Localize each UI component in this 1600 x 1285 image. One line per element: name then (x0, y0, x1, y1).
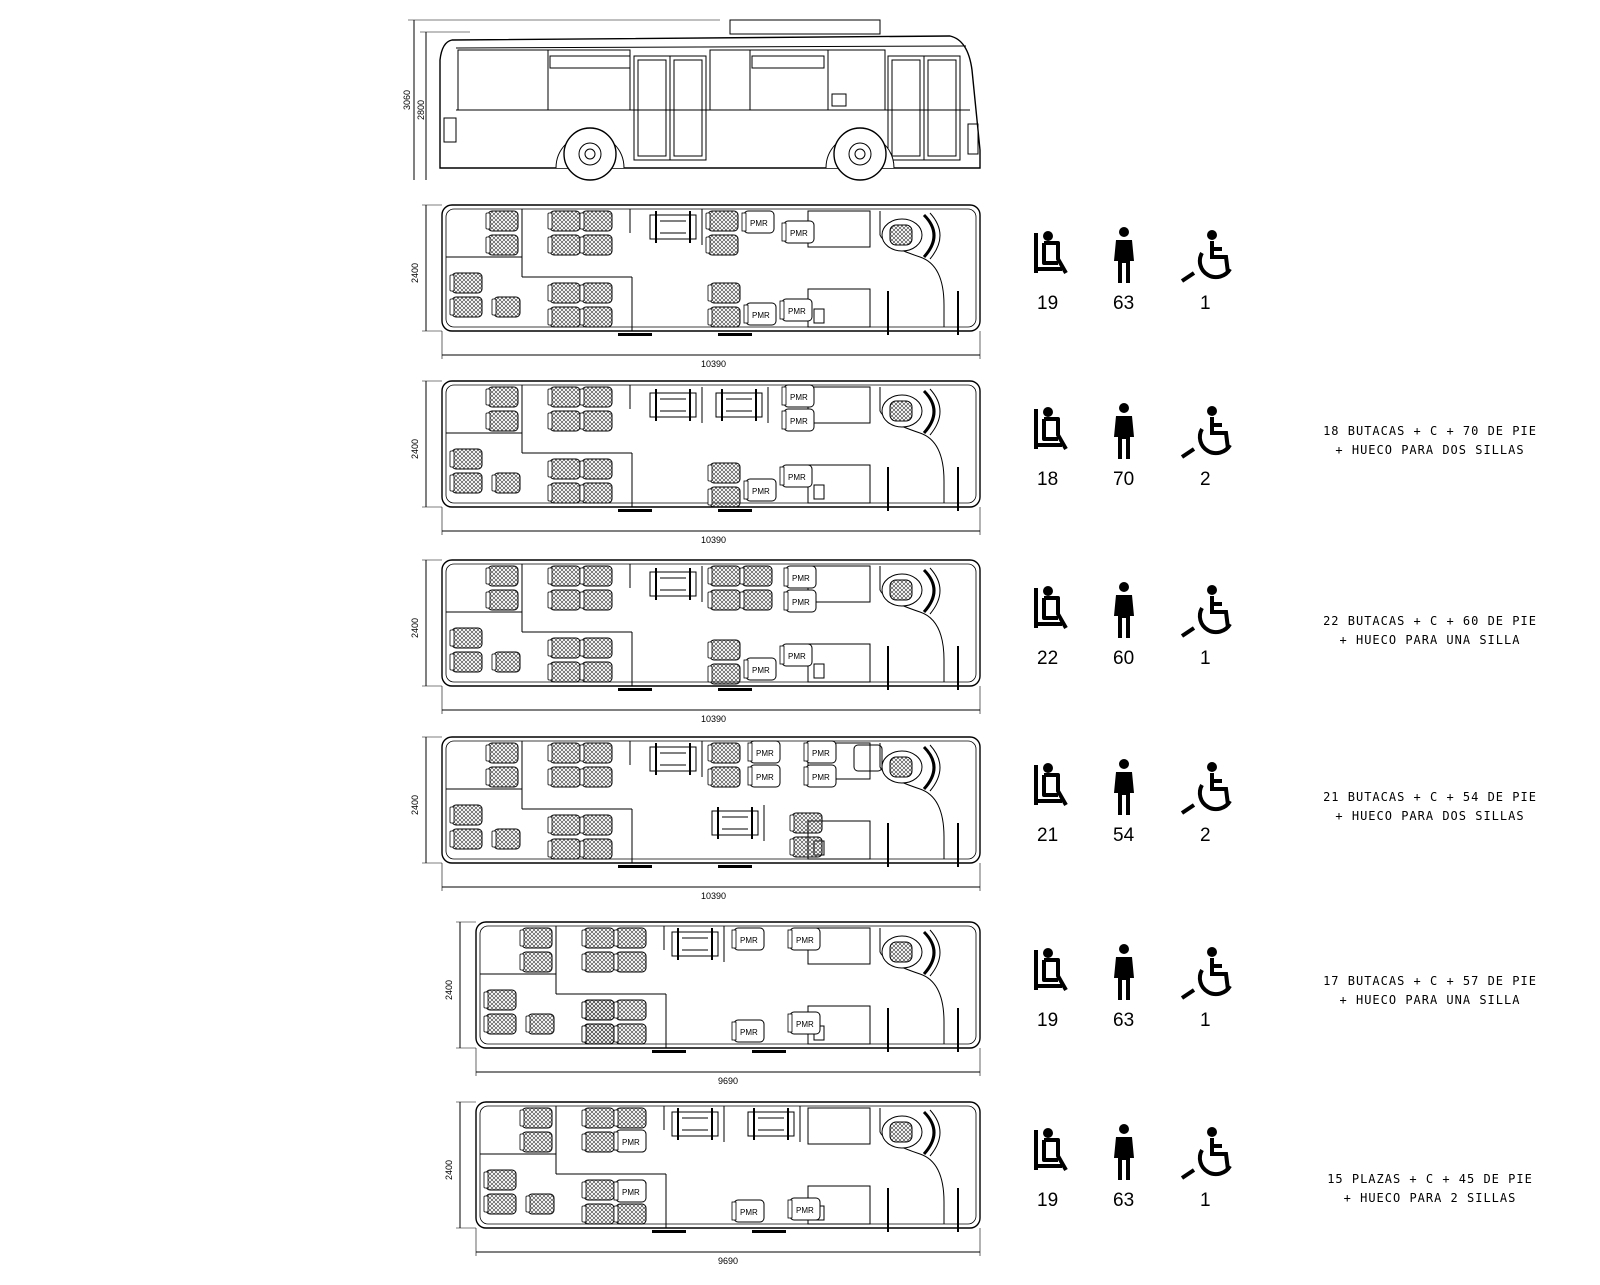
seated-count: 19 (1037, 1010, 1059, 1031)
seat (580, 662, 612, 682)
seat (492, 652, 520, 672)
side-elevation (402, 20, 980, 180)
front-locker (808, 211, 870, 247)
middle-door-marker (718, 509, 752, 512)
pmr-label: PMR (622, 1138, 640, 1147)
seat (548, 235, 580, 255)
layout-description (1300, 972, 1560, 1010)
seat (708, 767, 740, 787)
side-window (750, 50, 828, 110)
dim-width: 2400 (410, 262, 420, 283)
seat (580, 411, 612, 431)
seat (486, 566, 518, 586)
wheelchair-space (716, 387, 768, 423)
seat (450, 449, 482, 469)
pmr-seat (780, 299, 812, 321)
seat (548, 283, 580, 303)
dim-height-total: 3060 (402, 89, 412, 110)
seated-passenger-icon (1036, 231, 1066, 273)
rear-door-marker (652, 1230, 686, 1233)
pmr-label: PMR (752, 487, 770, 496)
seated-count: 22 (1037, 648, 1059, 669)
layout-description-line-2: + HUECO PARA DOS SILLAS (1335, 443, 1525, 457)
pmr-label: PMR (790, 393, 808, 402)
wheelchair-count: 1 (1200, 648, 1211, 669)
standing-count: 54 (1113, 825, 1135, 846)
seat (520, 928, 552, 948)
seated-count: 18 (1037, 469, 1059, 490)
driver-cab (882, 568, 940, 614)
seat (708, 566, 740, 586)
seat (580, 211, 612, 231)
seat (548, 638, 580, 658)
layout-description-line-1: 18 BUTACAS + C + 70 DE PIE (1323, 424, 1537, 438)
pmr-seat (748, 765, 780, 787)
seated-count: 19 (1037, 293, 1059, 314)
pmr-seat (742, 211, 774, 233)
seat (614, 1108, 646, 1128)
seat (580, 566, 612, 586)
rear-door-marker (618, 688, 652, 691)
seat (708, 664, 740, 684)
standing-count: 63 (1113, 293, 1135, 314)
layout-description-line-1: 15 PLAZAS + C + 45 DE PIE (1327, 1172, 1533, 1186)
pmr-seat (788, 1012, 820, 1034)
layout-description-line-2: + HUECO PARA 2 SILLAS (1343, 1191, 1517, 1205)
seat (582, 928, 614, 948)
pmr-seat (804, 765, 836, 787)
wheelchair-space (650, 387, 702, 423)
wheelchair-space (712, 805, 764, 841)
seat (582, 1000, 614, 1020)
standing-count: 60 (1113, 648, 1135, 669)
layout-description-line-1: 21 BUTACAS + C + 54 DE PIE (1323, 790, 1537, 804)
driver-cab (882, 389, 940, 435)
seat (492, 473, 520, 493)
seat (708, 307, 740, 327)
middle-door-marker (718, 688, 752, 691)
seat (708, 463, 740, 483)
rear-door-marker (618, 333, 652, 336)
seated-passenger-icon (1036, 948, 1066, 990)
pmr-seat (744, 479, 776, 501)
seat (450, 473, 482, 493)
pmr-seat (732, 1020, 764, 1042)
seat (548, 387, 580, 407)
dim-length: 9690 (718, 1256, 739, 1266)
seat (706, 211, 738, 231)
wheelchair-count: 2 (1200, 469, 1211, 490)
wheelchair-icon (1182, 585, 1230, 636)
floor-plan (444, 1102, 980, 1266)
seat (548, 767, 580, 787)
seat (708, 590, 740, 610)
rear-door-marker (652, 1050, 686, 1053)
dim-height-body: 2800 (416, 99, 426, 120)
seat (582, 1204, 614, 1224)
seat (450, 652, 482, 672)
wheel (556, 128, 624, 180)
seat (520, 1108, 552, 1128)
seat (582, 1108, 614, 1128)
seat (790, 813, 822, 833)
seat (486, 411, 518, 431)
wheelchair-icon (1182, 230, 1230, 281)
seat (580, 235, 612, 255)
seat (526, 1014, 554, 1034)
pmr-seat (744, 303, 776, 325)
seat (486, 387, 518, 407)
seat (548, 743, 580, 763)
driver-cab (882, 745, 940, 791)
seat (450, 297, 482, 317)
front-locker (808, 465, 870, 503)
pmr-label: PMR (790, 229, 808, 238)
seat (520, 952, 552, 972)
seated-passenger-icon (1036, 763, 1066, 805)
seat (614, 1024, 646, 1044)
front-locker (808, 1108, 870, 1144)
pmr-label: PMR (788, 652, 806, 661)
seat (708, 283, 740, 303)
seat (450, 273, 482, 293)
seat (548, 590, 580, 610)
dim-width: 2400 (410, 438, 420, 459)
layout-description-line-1: 17 BUTACAS + C + 57 DE PIE (1323, 974, 1537, 988)
seated-count: 19 (1037, 1190, 1059, 1211)
standing-passenger-icon (1114, 944, 1134, 1000)
floor-plan (410, 381, 980, 545)
seat (486, 235, 518, 255)
seat (708, 487, 740, 507)
dim-length: 10390 (701, 359, 727, 369)
side-window (458, 50, 548, 110)
seated-passenger-icon (1036, 586, 1066, 628)
pmr-seat (780, 644, 812, 666)
pmr-label: PMR (796, 936, 814, 945)
pmr-seat (784, 590, 816, 612)
seat (548, 566, 580, 586)
layout-description-line-2: + HUECO PARA DOS SILLAS (1335, 809, 1525, 823)
dim-length: 10390 (701, 714, 727, 724)
pmr-seat (788, 1198, 820, 1220)
seat (484, 1194, 516, 1214)
seat (548, 459, 580, 479)
pmr-label: PMR (788, 473, 806, 482)
pmr-label: PMR (622, 1188, 640, 1197)
seat (740, 590, 772, 610)
layout-description (1300, 422, 1560, 460)
wheelchair-space (672, 1106, 724, 1142)
seat (450, 829, 482, 849)
wheelchair-icon (1182, 406, 1230, 457)
wheelchair-space (672, 926, 724, 962)
rear-door-marker (618, 509, 652, 512)
pmr-label: PMR (790, 417, 808, 426)
pmr-label: PMR (740, 936, 758, 945)
seated-passenger-icon (1036, 1128, 1066, 1170)
wheelchair-space (650, 741, 702, 777)
front-locker (808, 566, 870, 602)
seat (580, 483, 612, 503)
pmr-label: PMR (812, 773, 830, 782)
seat (548, 307, 580, 327)
pmr-label: PMR (756, 773, 774, 782)
driver-cab (882, 213, 940, 259)
pmr-seat (782, 221, 814, 243)
floor-plan (444, 922, 980, 1086)
seat (580, 638, 612, 658)
capacity-icons (1036, 582, 1230, 669)
layout-description-line-1: 22 BUTACAS + C + 60 DE PIE (1323, 614, 1537, 628)
pmr-seat (780, 465, 812, 487)
pmr-label: PMR (740, 1208, 758, 1217)
dim-width: 2400 (444, 1159, 454, 1180)
pmr-label: PMR (740, 1028, 758, 1037)
capacity-icons (1036, 1124, 1230, 1211)
seat (708, 743, 740, 763)
seat (580, 387, 612, 407)
pmr-seat (782, 385, 814, 407)
layout-description-line-2: + HUECO PARA UNA SILLA (1339, 633, 1521, 647)
seat (548, 815, 580, 835)
seat (484, 990, 516, 1010)
dim-length: 10390 (701, 535, 727, 545)
pmr-seat (614, 1130, 646, 1152)
middle-door-marker (752, 1050, 786, 1053)
seat (492, 829, 520, 849)
pmr-seat (748, 741, 780, 763)
standing-passenger-icon (1114, 227, 1134, 283)
seat (548, 839, 580, 859)
wheelchair-count: 1 (1200, 1190, 1211, 1211)
pmr-label: PMR (750, 219, 768, 228)
seated-passenger-icon (1036, 407, 1066, 449)
seat (580, 839, 612, 859)
side-window (828, 50, 885, 110)
dim-width: 2400 (444, 979, 454, 1000)
layout-description-line-2: + HUECO PARA UNA SILLA (1339, 993, 1521, 1007)
standing-count: 63 (1113, 1190, 1135, 1211)
pmr-label: PMR (752, 666, 770, 675)
seat (486, 211, 518, 231)
pmr-seat (614, 1180, 646, 1202)
middle-door-marker (718, 333, 752, 336)
seat (580, 307, 612, 327)
seat (484, 1170, 516, 1190)
seat (486, 767, 518, 787)
layout-description (1300, 1170, 1560, 1208)
seat (740, 566, 772, 586)
side-door (634, 56, 706, 160)
seat (548, 483, 580, 503)
wheel (826, 128, 894, 180)
roof-unit (730, 20, 880, 34)
pmr-label: PMR (796, 1206, 814, 1215)
floor-plan (410, 205, 980, 369)
seated-count: 21 (1037, 825, 1059, 846)
seat (548, 211, 580, 231)
pmr-seat (732, 928, 764, 950)
seat (580, 815, 612, 835)
seat (450, 805, 482, 825)
seat (580, 743, 612, 763)
seat (708, 640, 740, 660)
seat (582, 952, 614, 972)
pmr-label: PMR (812, 749, 830, 758)
front-locker (808, 644, 870, 682)
pmr-seat (804, 741, 836, 763)
seat (548, 662, 580, 682)
wheelchair-space (748, 1106, 800, 1142)
pmr-label: PMR (788, 307, 806, 316)
seat (614, 928, 646, 948)
seat (706, 235, 738, 255)
seat (582, 1180, 614, 1200)
pmr-label: PMR (792, 598, 810, 607)
standing-passenger-icon (1114, 403, 1134, 459)
driver-cab (882, 1110, 940, 1156)
pmr-seat (744, 658, 776, 680)
front-locker (808, 387, 870, 423)
seat (614, 1000, 646, 1020)
side-window (710, 50, 750, 110)
dim-length: 9690 (718, 1076, 739, 1086)
seat (580, 590, 612, 610)
seat (614, 952, 646, 972)
driver-cab (882, 930, 940, 976)
pmr-label: PMR (792, 574, 810, 583)
seat (526, 1194, 554, 1214)
wheelchair-space (650, 209, 702, 245)
floor-plan (410, 737, 980, 901)
seat (520, 1132, 552, 1152)
wheelchair-count: 1 (1200, 1010, 1211, 1031)
seat (548, 411, 580, 431)
capacity-icons (1036, 227, 1230, 314)
seat (582, 1024, 614, 1044)
wheelchair-icon (1182, 1127, 1230, 1178)
seat (486, 743, 518, 763)
pmr-label: PMR (796, 1020, 814, 1029)
layout-description (1300, 788, 1560, 826)
standing-passenger-icon (1114, 582, 1134, 638)
capacity-icons (1036, 403, 1230, 490)
wheelchair-space (650, 566, 702, 602)
pmr-seat (732, 1200, 764, 1222)
side-window (548, 50, 630, 110)
seat (580, 283, 612, 303)
standing-passenger-icon (1114, 759, 1134, 815)
seat (580, 767, 612, 787)
side-door (888, 56, 960, 160)
capacity-icons (1036, 759, 1230, 846)
layout-description (1300, 612, 1560, 650)
seat (790, 837, 822, 857)
middle-door-marker (752, 1230, 786, 1233)
wheelchair-icon (1182, 947, 1230, 998)
seat (580, 459, 612, 479)
standing-count: 70 (1113, 469, 1135, 490)
pmr-seat (782, 409, 814, 431)
pmr-label: PMR (752, 311, 770, 320)
standing-passenger-icon (1114, 1124, 1134, 1180)
dim-length: 10390 (701, 891, 727, 901)
seat (614, 1204, 646, 1224)
pmr-seat (784, 566, 816, 588)
dim-width: 2400 (410, 794, 420, 815)
middle-door-marker (718, 865, 752, 868)
rear-door-marker (618, 865, 652, 868)
wheelchair-count: 1 (1200, 293, 1211, 314)
pmr-seat (788, 928, 820, 950)
front-locker (808, 289, 870, 327)
seat (486, 590, 518, 610)
floor-plan (410, 560, 980, 724)
seat (582, 1132, 614, 1152)
standing-count: 63 (1113, 1010, 1135, 1031)
wheelchair-icon (1182, 762, 1230, 813)
seat (484, 1014, 516, 1034)
wheelchair-count: 2 (1200, 825, 1211, 846)
seat (492, 297, 520, 317)
capacity-icons (1036, 944, 1230, 1031)
pmr-label: PMR (756, 749, 774, 758)
dim-width: 2400 (410, 617, 420, 638)
seat (450, 628, 482, 648)
